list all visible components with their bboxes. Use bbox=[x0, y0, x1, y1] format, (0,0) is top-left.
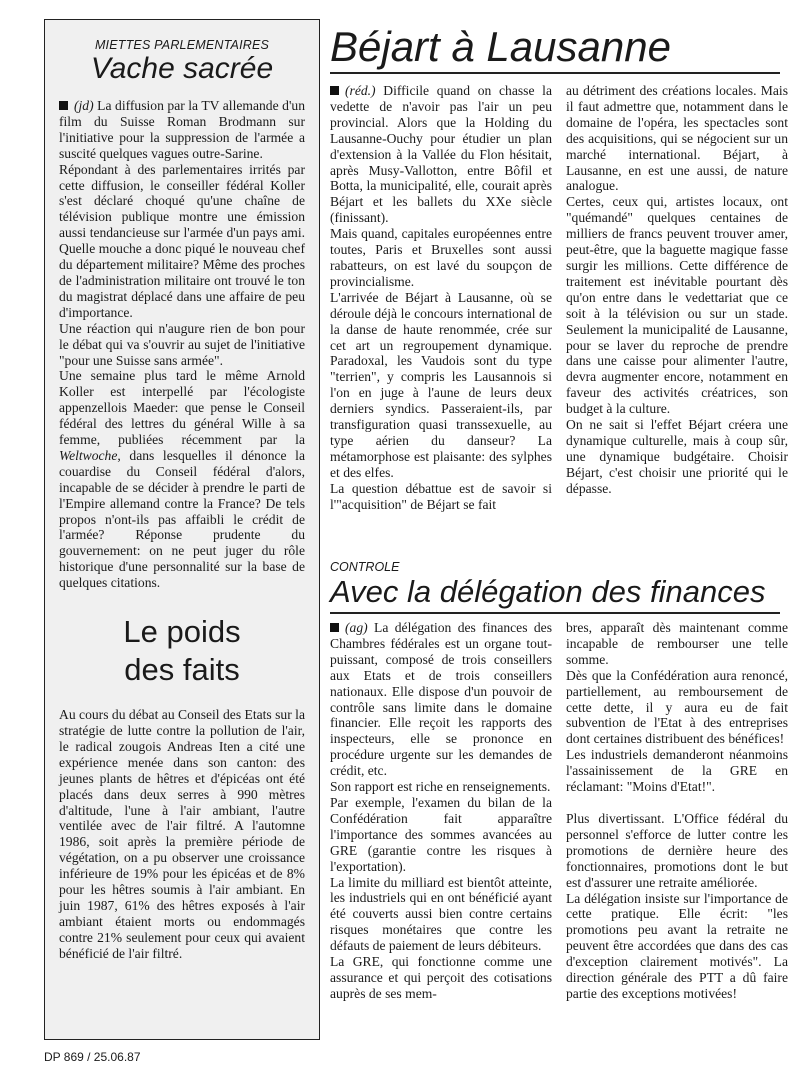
bejart-column-2 bbox=[566, 83, 788, 497]
finances-column-1 bbox=[330, 620, 552, 1002]
bejart-title: Béjart à Lausanne bbox=[330, 23, 671, 70]
article-paragraph bbox=[330, 620, 552, 779]
article-paragraph: Plus divertissant. L'Office fédéral du personnel s'efforce de lutter contre les promotions de dernière heure des fonctionnaires, promotions dont le but est d'assurer une retraite améliorée. bbox=[566, 810, 788, 890]
paragraph-text: Difficile quand on chasse la vedette de n'avoir pas l'air un peu provincial. Alors que la Holding du Lausanne-Ouchy pour étudier un plan d'extension à la Vallée du Flon hésitait, après Musy-Vallotton, entre Bôfil et Botta, la municipalité, elle, courait après Béjart et les ballets du XXe siècle (finissant). bbox=[330, 83, 552, 226]
article-paragraph: au détriment des créations locales. Mais il faut admettre que, notamment dans le domaine de l'opéra, les spectacles sont des acquisitions, qui se négocient sur un marché international. Béjart, à Lausanne, en est une aussi, de nature analogue. bbox=[566, 83, 788, 194]
poids-title-line: des faits bbox=[124, 652, 240, 688]
article-paragraph: Son rapport est riche en renseignements. bbox=[330, 779, 551, 795]
article-paragraph: bres, apparaît dès maintenant comme incapable de rembourser une telle somme. bbox=[566, 620, 788, 667]
article-paragraph: L'arrivée de Béjart à Lausanne, où se déroule déjà le concours international de la danse de haute renommée, crée sur cet art un regroupement dynamique. Paradoxal, les Vaudois sont du type "terrien", y compris les Lausannois si l'on en juge à l'aune de leurs deux derniers syndics. Passeraient-ils, par transfiguration quasi transsexuelle, au type aérien du danseur? La métamorphose est plaisante: des sylphes et des elfes. bbox=[330, 289, 552, 480]
article-paragraph: Dès que la Confédération aura renoncé, partiellement, au remboursement de cette dette, il y aura eu de fait subvention de l'Etat à des entreprises dont certaines distribuent des bénéfices! bbox=[566, 667, 788, 747]
article-paragraph bbox=[330, 83, 552, 226]
author-initials: (réd.) bbox=[345, 83, 376, 98]
square-bullet-icon bbox=[330, 623, 339, 632]
sidebar-box bbox=[44, 19, 320, 1040]
sidebar-paragraph: Une réaction qui n'augure rien de bon pour le débat qui va s'ouvrir au sujet de l'initiative "pour une Suisse sans armée". bbox=[59, 320, 305, 368]
article-paragraph: La question débattue est de savoir si l'"acquisition" de Béjart se fait bbox=[330, 480, 552, 512]
article-paragraph: La délégation insiste sur l'importance de cette pratique. Elle écrit: "les promotions peu avant la retraite ne peuvent être accordées que dans des cas d'exception clairement motivés". La direction générale des PTT a dû faire partie des exceptions motivées! bbox=[566, 890, 788, 1001]
paragraph-text: La diffusion par la TV allemande d'un film du Suisse Roman Brodmann sur l'initiative pour la suppression de l'armée a suscité quelques vagues outre-Sarine. bbox=[59, 98, 305, 161]
article-paragraph: Certes, ceux qui, artistes locaux, ont "quémandé" quelques centaines de milliers de francs peuvent trouver amer, peut-être, que la baguette magique fasse surgir les millions. Cette différence de traitement est inévitable pourtant dès qu'on entre dans le vedettariat que ce soit à la télévision ou sur un stade. Seulement la municipalité de Lausanne, pour se laver du reproche de prendre dans une caisse pour alimenter l'autre, devra augmenter encore, notamment en faveur des activités créatrices, son budget à la culture. bbox=[566, 194, 788, 417]
paragraph-text: Une semaine plus tard le même Arnold Koller est interpellé par l'écologiste appenzellois Maeder: que pense le Conseil fédéral des lettres du général Wille à sa femme, publiées récemment par la bbox=[59, 368, 305, 448]
poids-title bbox=[59, 613, 305, 689]
sidebar-paragraph bbox=[59, 98, 305, 162]
issue-footer: DP 869 / 25.06.87 bbox=[44, 1050, 141, 1064]
bejart-column-1 bbox=[330, 83, 552, 512]
paragraph-text: La délégation des finances des Chambres fédérales est un organe tout-puissant, composé de trois conseillers aux Etats et de trois conseillers nationaux. Elle dispose d'un pouvoir de contrôle sans limite dans le domaine financier. Elle reçoit les rapports des inspecteurs, elle se prononce en procédure urgente sur les demandes de crédit, etc. bbox=[330, 620, 552, 779]
paragraph-text: , dans lesquelles il dénonce la couardise du Conseil fédéral d'alors, incapable de se décider à prendre le parti de l'Empire allemand contre la France? De tels propos n'ont-ils pas affaibli le crédit de l'armée? Réponse prudente du gouvernement: on ne peut juger du rôle historique d'une personnalité sur la base de quelques citations. bbox=[59, 447, 305, 591]
sidebar-paragraph: Au cours du débat au Conseil des Etats sur la stratégie de lutte contre la pollution de l'air, le radical zougois Andreas Iten a cité une expérience menée dans son canton: des jeunes plants de hêtres et d'épicéas ont été placés dans deux serres à 990 mètres d'altitude, l'une à l'air ambiant, l'autre ventilée avec de l'air filtré. A l'automne 1986, soit après la première période de végétation, on a pu observer une croissance inférieure de 19% pour les épicéas et de 8% pour les hêtres soumis à l'air ambiant. En juin 1987, 61% des hêtres exposés à l'air ambiant étaient morts ou endommagés contre 21% seulement pour ceux qui avaient bénéficié de l'air filtré. bbox=[59, 707, 305, 961]
author-initials: (jd) bbox=[74, 98, 94, 113]
article-paragraph: Par exemple, l'examen du bilan de la Confédération fait apparaître l'importance des sommes avancées au GRE (garantie contre les risques à l'exportation). bbox=[330, 794, 552, 874]
article-paragraph: La GRE, qui fonctionne comme une assurance et qui perçoit des cotisations auprès de ses mem- bbox=[330, 954, 552, 1001]
article-paragraph: On ne sait si l'effet Béjart créera une dynamique culturelle, mais à coup sûr, une dynamique budgétaire. Choisir Béjart, c'est choisir une priorité qui le dépasse. bbox=[566, 417, 788, 496]
title-divider bbox=[330, 612, 780, 614]
poids-article bbox=[59, 707, 305, 962]
publication-name: Weltwoche bbox=[59, 447, 118, 463]
finances-kicker: CONTROLE bbox=[330, 560, 400, 574]
title-divider bbox=[330, 72, 780, 74]
paragraph-gap bbox=[566, 795, 788, 811]
article-paragraph: Les industriels demanderont néanmoins l'assainissement de la GRE en réclamant: "Moins d'Etat!". bbox=[566, 747, 788, 795]
article-paragraph: La limite du milliard est bientôt atteinte, les industriels qui en ont bénéficié ayant été couverts aussi bien contre certains risques monétaires que contre les défauts de paiement de leurs débiteurs. bbox=[330, 874, 552, 954]
finances-column-2 bbox=[566, 620, 788, 1002]
sidebar-paragraph: Répondant à des parlementaires irrités par cette diffusion, le conseiller fédéral Koller s'est déclaré choqué qu'une chaîne de télévision publique montre une émission aussi tendancieuse sur l'armée d'un pays ami. Quelle mouche a donc piqué le nouveau chef du département militaire? Même des proches de l'administration militaire ont trouvé le ton du magistrat déplacé dans une affaire de peu d'importance. bbox=[59, 161, 305, 320]
vache-sacree-article bbox=[59, 98, 305, 591]
square-bullet-icon bbox=[330, 86, 339, 95]
sidebar-kicker: MIETTES PARLEMENTAIRES bbox=[94, 38, 270, 52]
sidebar-title: Vache sacrée bbox=[90, 52, 274, 85]
poids-title-line: Le poids bbox=[123, 614, 241, 650]
author-initials: (ag) bbox=[345, 620, 368, 635]
article-paragraph: Mais quand, capitales européennes entre toutes, Paris et Bruxelles sont aussi rabatteurs, on est lavé du soupçon de provincialisme. bbox=[330, 226, 552, 289]
square-bullet-icon bbox=[59, 101, 68, 110]
sidebar-paragraph bbox=[59, 368, 305, 591]
finances-title: Avec la délégation des finances bbox=[330, 574, 766, 609]
